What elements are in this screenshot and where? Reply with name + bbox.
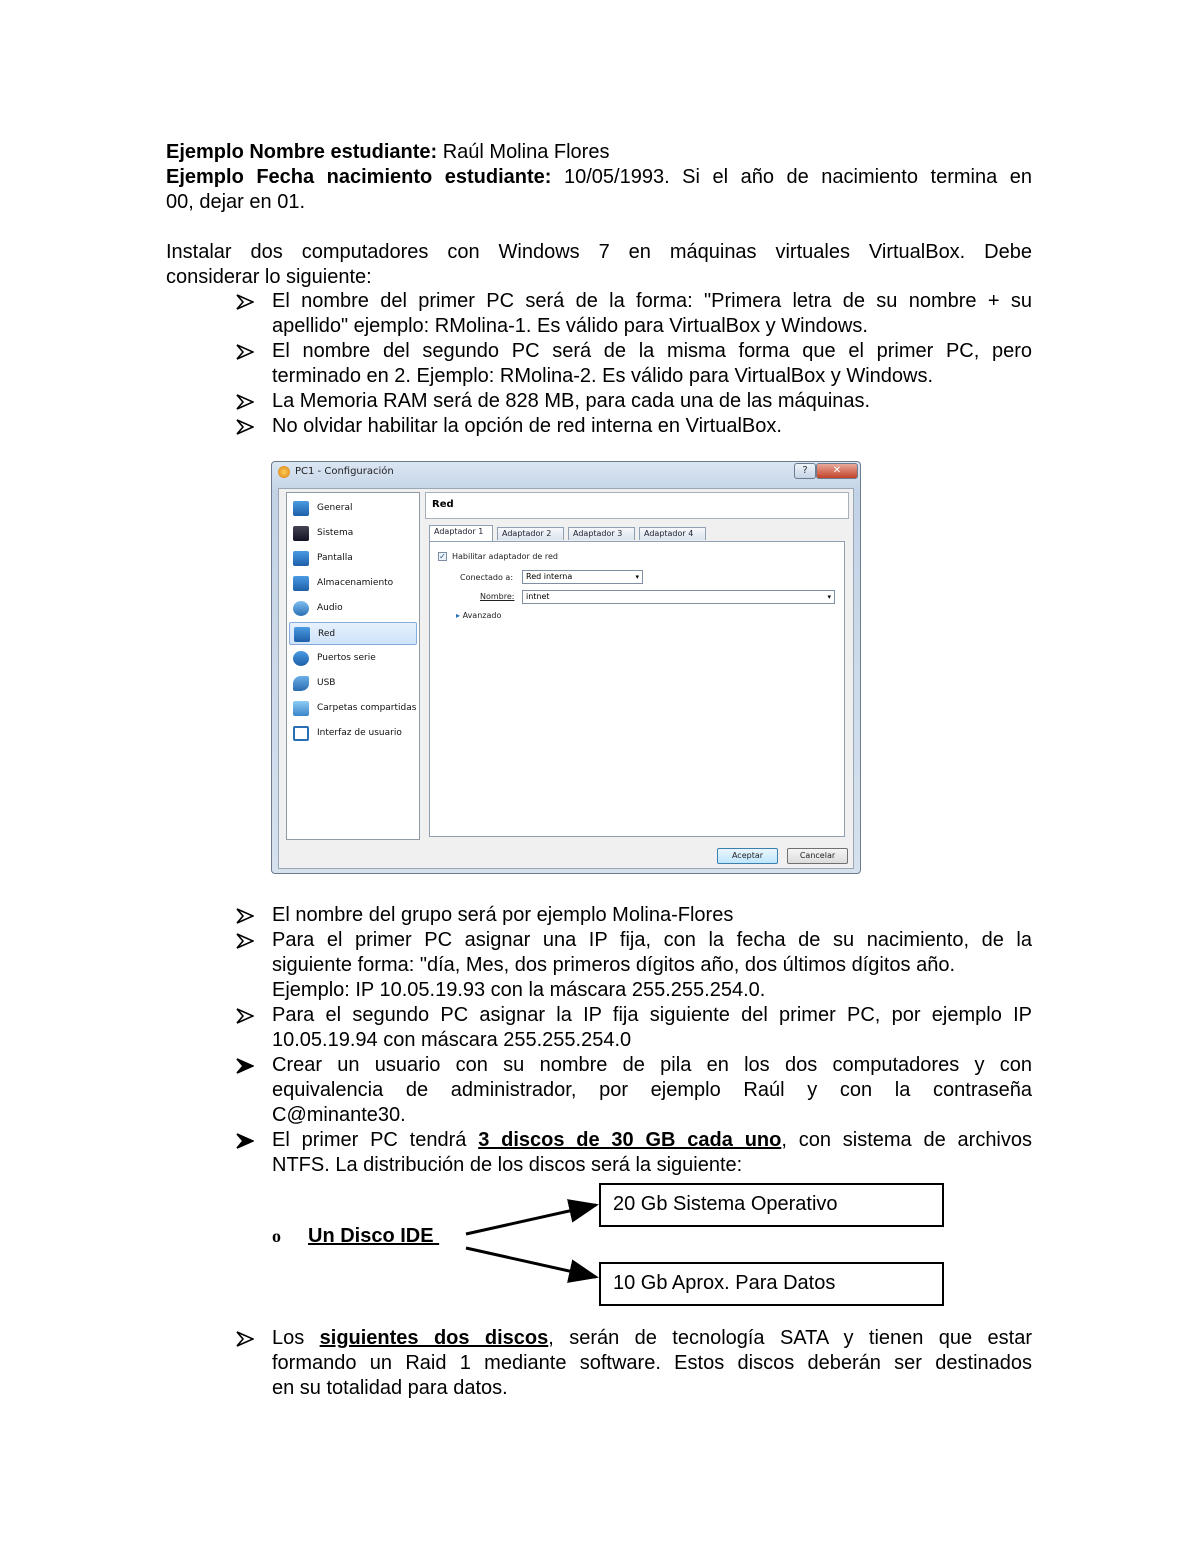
enable-adapter-label: Habilitar adaptador de red	[452, 552, 558, 561]
expand-arrow-icon: ▸	[456, 611, 461, 620]
list-item-text: terminado en 2. Ejemplo: RMolina-2. Es válido para VirtualBox y Windows.	[272, 365, 934, 387]
network-name-value: intnet	[526, 592, 550, 601]
text-segment: , serán de tecnología SATA y tienen que estar	[548, 1327, 1032, 1349]
list-item-text: C@minante30.	[272, 1104, 406, 1126]
list-item-text: equivalencia de administrador, por ejemplo Raúl y con la contraseña	[272, 1079, 1032, 1101]
dropdown-arrow-icon: ▾	[635, 573, 639, 581]
sidebar-item-label: USB	[317, 678, 336, 688]
text-segment: Los	[272, 1327, 320, 1349]
list-item-text: No olvidar habilitar la opción de red interna en VirtualBox.	[272, 415, 782, 437]
sidebar-item-label: General	[317, 503, 353, 513]
list-item-text: apellido" ejemplo: RMolina-1. Es válido para VirtualBox y Windows.	[272, 315, 868, 337]
sidebar-item-label: Puertos serie	[317, 653, 376, 663]
arrow-to-os-partition	[466, 1205, 596, 1234]
network-name-label: Nombre:	[480, 592, 515, 601]
dropdown-arrow-icon: ▾	[827, 593, 831, 601]
list-item-text: siguiente forma: "día, Mes, dos primeros dígitos año, dos últimos dígitos año.	[272, 954, 955, 976]
arrow-to-data-partition	[466, 1248, 596, 1277]
sidebar-item-label: Carpetas compartidas	[317, 703, 417, 713]
sidebar-item-label: Almacenamiento	[317, 578, 394, 588]
list-item-text: formando un Raid 1 mediante software. Estos discos deberán ser destinados	[272, 1352, 1032, 1374]
help-button[interactable]: ?	[794, 463, 816, 479]
tab-adapter-4[interactable]: Adaptador 4	[639, 527, 706, 540]
list-item-text: en su totalidad para datos.	[272, 1377, 508, 1399]
data-partition-box: 10 Gb Aprox. Para Datos	[599, 1262, 944, 1306]
list-item-text: NTFS. La distribución de los discos será la siguiente:	[272, 1154, 743, 1176]
sidebar-item-label: Red	[318, 629, 336, 639]
attached-to-label: Conectado a:	[460, 573, 514, 582]
attached-to-value: Red interna	[526, 572, 573, 581]
list-item-text: Crear un usuario con su nombre de pila en los dos computadores y con	[272, 1054, 1032, 1076]
birth-label: Ejemplo Fecha nacimiento estudiante:	[166, 166, 552, 188]
sidebar-item-label: Pantalla	[317, 553, 353, 563]
enable-adapter-checkbox[interactable]: ✓	[439, 552, 446, 561]
list-item	[236, 1326, 1032, 1401]
os-partition-box: 20 Gb Sistema Operativo	[599, 1183, 944, 1227]
sidebar-item-label: Sistema	[317, 528, 354, 538]
tab-adapter-1[interactable]: Adaptador 1	[429, 525, 493, 541]
emphasis-text: 3 discos de 30 GB cada uno	[478, 1129, 782, 1151]
student-name-value: Raúl Molina Flores	[437, 141, 610, 163]
close-button[interactable]: ✕	[816, 463, 858, 479]
list-item-text: Para el segundo PC asignar la IP fija siguiente del primer PC, por ejemplo IP	[272, 1004, 1032, 1026]
tab-adapter-2[interactable]: Adaptador 2	[497, 527, 564, 540]
bullet-list-3	[236, 1326, 1032, 1401]
disk-ide-label: Un Disco IDE	[308, 1225, 440, 1247]
text-segment: , con sistema de archivos	[781, 1129, 1033, 1151]
list-item-text: El nombre del primer PC será de la forma: "Primera letra de su nombre + su	[272, 290, 1032, 312]
sidebar-item-label: Audio	[317, 603, 343, 613]
list-item-text: Para el primer PC asignar una IP fija, con la fecha de su nacimiento, de la	[272, 929, 1032, 951]
birth-note: 00, dejar en 01.	[166, 191, 305, 213]
section-title: Red	[432, 499, 454, 510]
text-segment: El primer PC tendrá	[272, 1129, 479, 1151]
advanced-label: Avanzado	[462, 611, 502, 620]
cancel-button[interactable]: Cancelar	[787, 848, 848, 864]
window-title: PC1 - Configuración	[295, 466, 394, 477]
student-name-label: Ejemplo Nombre estudiante:	[166, 141, 438, 163]
instruction-line-2: considerar lo siguiente:	[166, 266, 372, 288]
list-item-text	[272, 1326, 1032, 1351]
list-item-text: El nombre del segundo PC será de la misma forma que el primer PC, pero	[272, 340, 1032, 362]
list-item-text: Ejemplo: IP 10.05.19.93 con la máscara 255.255.254.0.	[272, 979, 766, 1001]
emphasis-text: siguientes dos discos	[319, 1327, 549, 1349]
list-marker: o	[272, 1226, 281, 1246]
tab-adapter-3[interactable]: Adaptador 3	[568, 527, 635, 540]
arrow-bullet-icon	[236, 1326, 256, 1351]
list-item-text: El nombre del grupo será por ejemplo Molina-Flores	[272, 904, 734, 926]
instruction-line-1: Instalar dos computadores con Windows 7 en máquinas virtuales VirtualBox. Debe	[166, 241, 1032, 263]
birth-value: 10/05/1993. Si el año de nacimiento termina en	[551, 166, 1032, 188]
list-item-text: 10.05.19.94 con máscara 255.255.254.0	[272, 1029, 632, 1051]
ok-button[interactable]: Aceptar	[717, 848, 778, 864]
sidebar-item-label: Interfaz de usuario	[317, 728, 402, 738]
list-item-text: La Memoria RAM será de 828 MB, para cada una de las máquinas.	[272, 390, 871, 412]
